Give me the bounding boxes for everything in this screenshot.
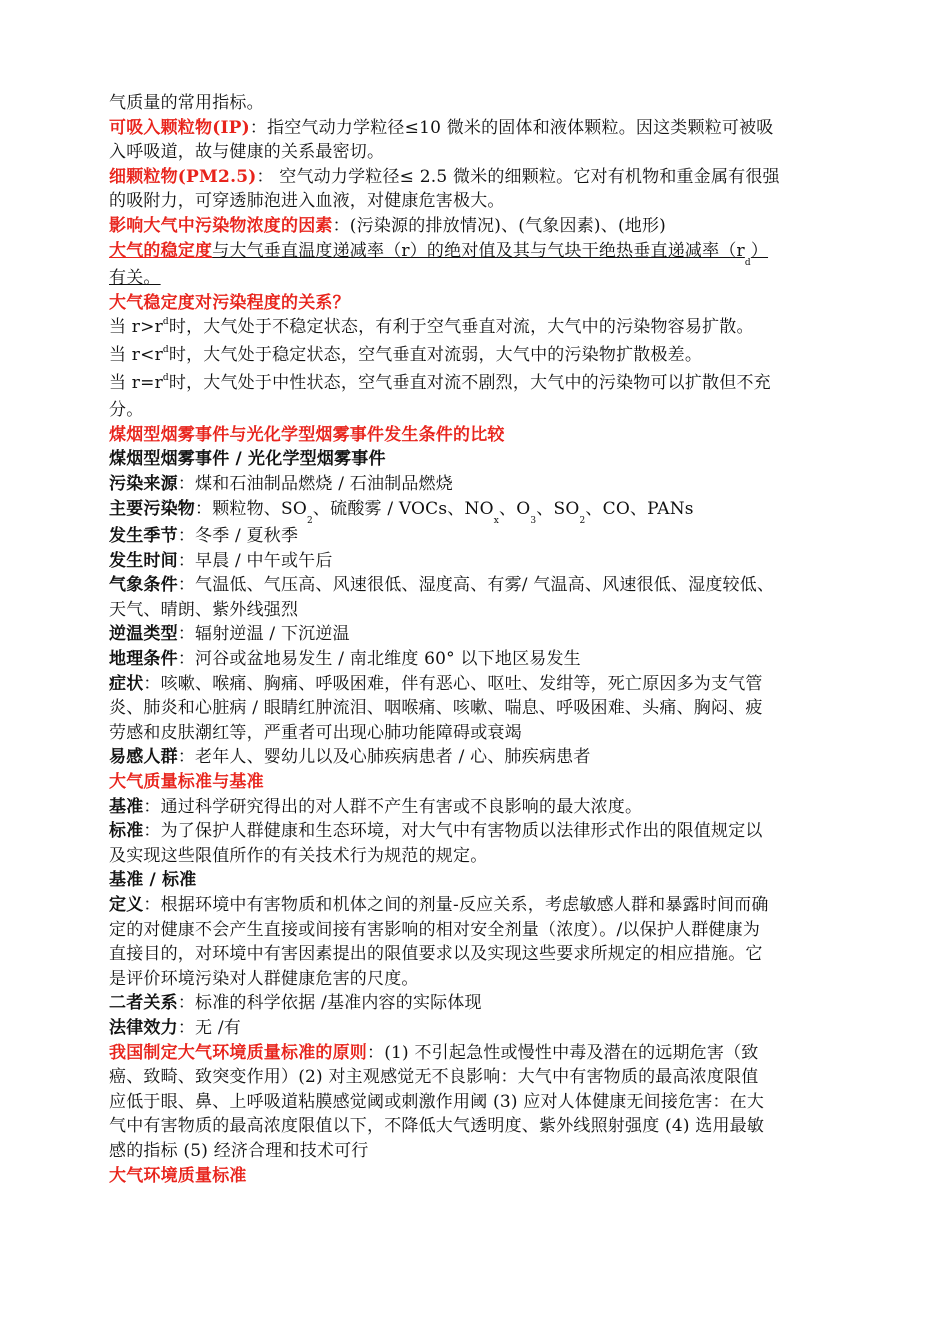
- text-line: [109, 721, 850, 746]
- text-span: ：老年人、婴幼儿以及心肺疾病患者 / 心、肺疾病患者: [177, 747, 591, 768]
- text-line: [109, 967, 850, 992]
- text-line: [109, 598, 850, 623]
- text-line: [109, 165, 850, 190]
- text-span: 感的指标 (5) 经济合理和技术可行: [109, 1140, 369, 1161]
- text-span: 时，大气处于稳定状态，空气垂直对流弱，大气中的污染物扩散极差。: [168, 344, 703, 365]
- subscript: 2: [306, 515, 313, 526]
- red-term: 细颗粒物(PM2.5): [109, 166, 257, 187]
- text-span: 当 r=r: [109, 372, 163, 393]
- subscript: d: [162, 372, 169, 383]
- text-span: 是评价环境污染对人群健康危害的尺度。: [109, 968, 419, 989]
- subscript: x: [493, 515, 499, 526]
- bold-term: 易感人群: [109, 747, 178, 768]
- text-line: [109, 991, 850, 1016]
- red-heading: 煤烟型烟雾事件与光化学型烟雾事件发生条件的比较: [109, 424, 505, 445]
- text-line: [109, 868, 850, 893]
- text-span: ：冬季 / 夏秋季: [177, 526, 299, 547]
- bold-term: 主要污染物: [109, 498, 195, 519]
- text-line: [109, 140, 850, 165]
- text-line: [109, 1090, 850, 1115]
- text-line: [109, 622, 850, 647]
- text-span: ：早晨 / 中午或午后: [177, 550, 333, 571]
- text-line: [109, 91, 850, 116]
- red-heading: 大气环境质量标准: [109, 1165, 247, 1186]
- text-line: [109, 214, 850, 239]
- text-line: [109, 819, 850, 844]
- bold-heading: 基准 / 标准: [109, 870, 197, 891]
- text-line: [109, 189, 850, 214]
- text-line: [109, 1016, 850, 1041]
- bold-term: 发生季节: [109, 526, 178, 547]
- subscript: d: [162, 344, 169, 355]
- text-span: 入呼吸道，故与健康的关系最密切。: [109, 142, 385, 163]
- bold-term: 地理条件: [109, 649, 178, 670]
- text-span: 有关。: [109, 268, 161, 289]
- text-span: ：指空气动力学粒径≤10 微米的固体和液体颗粒。因这类颗粒可被吸: [249, 117, 774, 138]
- text-line: [109, 447, 850, 472]
- bold-term: 二者关系: [109, 993, 178, 1014]
- text-span: 时，大气处于不稳定状态，有利于空气垂直对流，大气中的污染物容易扩散。: [168, 317, 754, 338]
- text-line: [109, 696, 850, 721]
- subscript: d: [744, 257, 751, 268]
- text-line: [109, 497, 850, 525]
- bold-term: 基准: [109, 796, 144, 817]
- text-line: [109, 1139, 850, 1164]
- text-line: [109, 573, 850, 598]
- bold-term: 标准: [109, 821, 144, 842]
- text-line: [109, 942, 850, 967]
- text-span: 、硫酸雾 / VOCs、NO: [312, 498, 494, 519]
- text-span: 、O: [499, 498, 531, 519]
- red-term: 大气的稳定度: [109, 240, 213, 261]
- text-line: [109, 472, 850, 497]
- text-line: [109, 795, 850, 820]
- text-span: 炎、肺炎和心脏病 / 眼睛红肿流泪、咽喉痛、咳嗽、喘息、呼吸困难、头痛、胸闷、疲: [109, 698, 763, 719]
- bold-heading: 煤烟型烟雾事件 / 光化学型烟雾事件: [109, 449, 386, 470]
- text-span: ：(污染源的排放情况)、(气象因素)、(地形): [332, 215, 667, 236]
- red-heading: 大气质量标准与基准: [109, 772, 264, 793]
- bold-term: 症状: [109, 673, 144, 694]
- subscript: 3: [530, 515, 537, 526]
- text-line: [109, 745, 850, 770]
- text-span: 直接目的，对环境中有害因素提出的限值要求以及实现这些要求所规定的相应措施。它: [109, 944, 763, 965]
- text-line: [109, 1065, 850, 1090]
- text-line: [109, 647, 850, 672]
- text-line: [109, 371, 850, 399]
- text-line: [109, 1164, 850, 1189]
- text-line: [109, 315, 850, 343]
- text-span: ：河谷或盆地易发生 / 南北维度 60° 以下地区易发生: [177, 649, 581, 670]
- bold-term: 发生时间: [109, 550, 178, 571]
- text-span: ：为了保护人群健康和生态环境，对大气中有害物质以法律形式作出的限值规定以: [143, 821, 763, 842]
- red-term: 影响大气中污染物浓度的因素: [109, 215, 333, 236]
- text-span: 劳感和皮肤潮红等，严重者可出现心肺功能障碍或衰竭: [109, 722, 522, 743]
- text-line: [109, 549, 850, 574]
- text-span: ：辐射逆温 / 下沉逆温: [177, 624, 350, 645]
- text-span: 天气、晴朗、紫外线强烈: [109, 599, 299, 620]
- text-span: 定的对健康不会产生直接或间接有害影响的相对安全剂量（浓度）。/以保护人群健康为: [109, 919, 761, 940]
- text-span: ）: [750, 240, 769, 261]
- text-line: [109, 672, 850, 697]
- bold-term: 气象条件: [109, 575, 178, 596]
- text-span: ：(1) 不引起急性或慢性中毒及潜在的远期危害（致: [367, 1042, 759, 1063]
- text-line: [109, 524, 850, 549]
- text-line: [109, 398, 850, 423]
- text-span: 当 r>r: [109, 317, 163, 338]
- text-span: 分。: [109, 400, 144, 421]
- text-span: 的吸附力，可穿透肺泡进入血液，对健康危害极大。: [109, 191, 505, 212]
- text-line: [109, 1041, 850, 1066]
- bold-term: 法律效力: [109, 1017, 178, 1038]
- text-line: [109, 844, 850, 869]
- text-line: [109, 423, 850, 448]
- text-span: 应低于眼、鼻、上呼吸道粘膜感觉阈或刺激作用阈 (3) 应对人体健康无间接危害：在大: [109, 1091, 765, 1112]
- subscript: d: [162, 317, 169, 328]
- text-line: [109, 116, 850, 141]
- text-span: ：煤和石油制品燃烧 / 石油制品燃烧: [177, 473, 453, 494]
- text-line: [109, 1114, 850, 1139]
- text-span: ：气温低、气压高、风速很低、湿度高、有雾/ 气温高、风速很低、湿度较低、: [177, 575, 775, 596]
- text-line: [109, 239, 850, 267]
- bold-term: 污染来源: [109, 473, 178, 494]
- text-span: ：根据环境中有害物质和机体之间的剂量-反应关系，考虑敏感人群和暴露时间而确: [143, 895, 769, 915]
- text-span: 、SO: [536, 498, 580, 519]
- text-span: ： 空气动力学粒径≤ 2.5 微米的细颗粒。它对有机物和重金属有很强: [256, 166, 780, 187]
- red-term: 我国制定大气环境质量标准的原则: [109, 1042, 367, 1063]
- bold-term: 定义: [109, 895, 144, 915]
- text-line: [109, 343, 850, 371]
- text-span: 与大气垂直温度递减率（r）的绝对值及其与气块干绝热垂直递减率（r: [212, 240, 745, 261]
- text-line: [109, 918, 850, 943]
- text-span: 气中有害物质的最高浓度限值以下，不降低大气透明度、紫外线照射强度 (4) 选用最敏: [109, 1116, 765, 1137]
- text-span: 及实现这些限值所作的有关技术行为规范的规定。: [109, 845, 488, 866]
- text-span: ：咳嗽、喉痛、胸痛、呼吸困难，伴有恶心、呕吐、发绀等，死亡原因多为支气管: [143, 673, 763, 694]
- text-line: [109, 893, 850, 918]
- text-span: 癌、致畸、致突变作用）(2) 对主观感觉无不良影响：大气中有害物质的最高浓度限值: [109, 1067, 759, 1088]
- red-heading: 大气稳定度对污染程度的关系？: [109, 292, 350, 313]
- text-line: [109, 266, 850, 291]
- subscript: 2: [579, 515, 586, 526]
- text-span: 时，大气处于中性状态，空气垂直对流不剧烈，大气中的污染物可以扩散但不充: [168, 372, 771, 393]
- text-span: 、CO、PANs: [585, 498, 694, 519]
- bold-term: 逆温类型: [109, 624, 178, 645]
- text-line: [109, 291, 850, 316]
- text-span: ：通过科学研究得出的对人群不产生有害或不良影响的最大浓度。: [143, 796, 643, 817]
- text-span: 气质量的常用指标。: [109, 93, 264, 113]
- text-span: 当 r<r: [109, 344, 163, 365]
- red-term: 可吸入颗粒物(IP): [109, 117, 250, 138]
- text-span: ：无 /有: [177, 1017, 241, 1038]
- text-line: [109, 770, 850, 795]
- text-span: ：颗粒物、SO: [195, 498, 307, 519]
- text-span: ：标准的科学依据 /基准内容的实际体现: [177, 993, 482, 1014]
